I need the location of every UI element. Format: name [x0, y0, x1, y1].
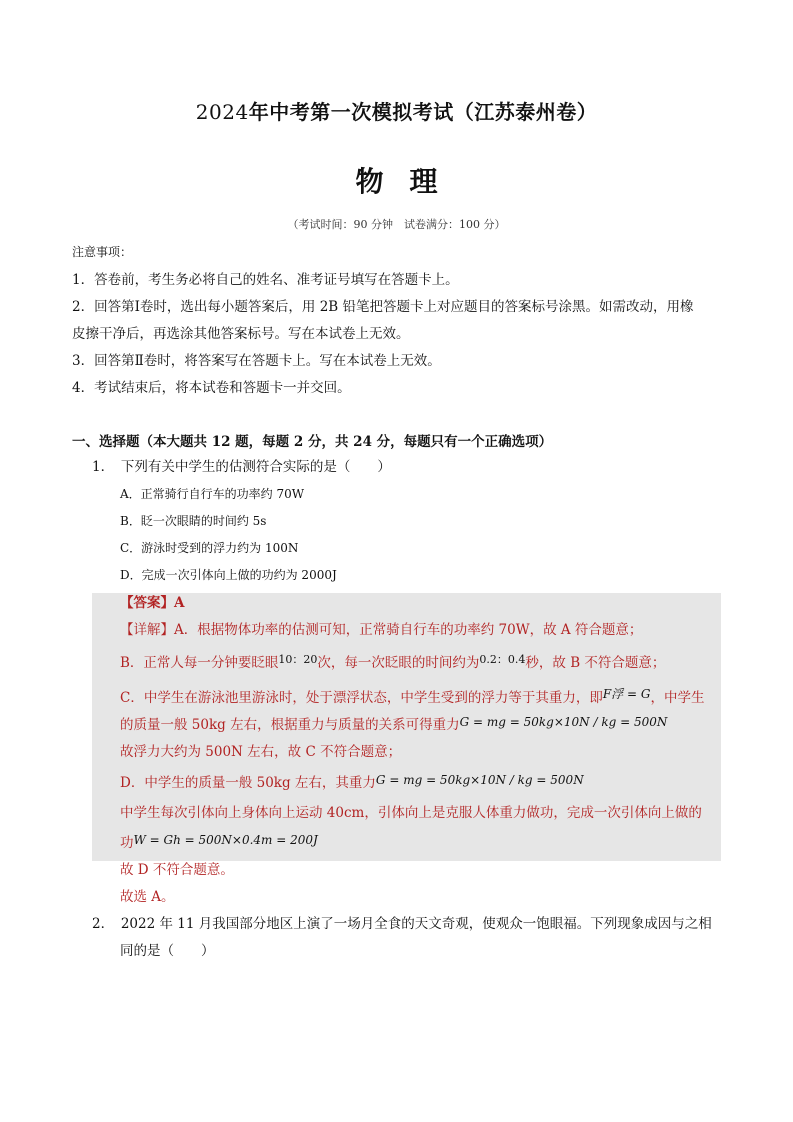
q2-stem-line1: 2． 2022 年 11 月我国部分地区上演了一场月全食的天文奇观，使观众一饱眼福。下列现象成因与之相	[92, 916, 712, 932]
q1-detail-b	[120, 650, 665, 673]
detail-b-text2: 次，每一次眨眼的时间约为	[317, 655, 480, 671]
q1-detail-d-line4: 故 D 不符合题意。	[120, 862, 234, 878]
detail-d-eq1: G = mg = 50kg×10N / kg = 500N	[375, 773, 584, 787]
detail-b-text3: 秒，故 B 不符合题意；	[525, 655, 666, 671]
q1-stem: 1． 下列有关中学生的估测符合实际的是（ ）	[92, 459, 391, 475]
detail-d-text3: 功	[120, 835, 134, 851]
detail-b-num1: 10	[278, 653, 293, 666]
note-item-4: 4．考试结束后，将本试卷和答题卡一并交回。	[72, 380, 351, 396]
note-item-2-cont: 皮擦干净后，再选涂其他答案标号。写在本试卷上无效。	[72, 326, 410, 342]
q1-option-d: D．完成一次引体向上做的功约为 2000J	[120, 568, 337, 582]
section-heading: 一、选择题（本大题共 12 题，每题 2 分，共 24 分，每题只有一个正确选项）	[72, 434, 553, 450]
subject-title: 物理	[355, 165, 464, 198]
exam-info: （考试时间：90 分钟 试卷满分：100 分）	[287, 218, 506, 231]
q1-option-c: C．游泳时受到的浮力约为 100N	[120, 541, 299, 555]
note-item-3: 3．回答第Ⅱ卷时，将答案写在答题卡上。写在本试卷上无效。	[72, 353, 441, 369]
detail-b-sep2: ：	[496, 653, 508, 666]
notes-heading: 注意事项：	[72, 245, 133, 259]
detail-d-eq2: W = Gh = 500N×0.4m = 200J	[133, 833, 318, 847]
q1-option-a: A．正常骑行自行车的功率约 70W	[120, 487, 305, 501]
detail-c-text1: C．中学生在游泳池里游泳时，处于漂浮状态，中学生受到的浮力等于其重力，即	[120, 690, 603, 706]
detail-c-eq2: G = mg = 50kg×10N / kg = 500N	[459, 715, 668, 729]
detail-b-num2: 20	[303, 653, 318, 666]
q1-detail-c-line1	[120, 684, 704, 708]
q1-detail-a: 【详解】A．根据物体功率的估测可知，正常骑自行车的功率约 70W，故 A 符合题意；	[120, 622, 643, 638]
detail-c-eq1: F浮 = G	[602, 687, 651, 701]
title-year: 2024	[195, 100, 249, 124]
detail-d-text1: D．中学生的质量一般 50kg 左右，其重力	[120, 775, 376, 791]
q1-answer: 【答案】A	[120, 595, 185, 611]
detail-b-sep1: ：	[292, 653, 304, 666]
q1-detail-d-line3	[120, 830, 318, 853]
q2-stem-line2: 同的是（ ）	[120, 943, 215, 959]
exam-title	[0, 96, 793, 125]
q1-detail-c-line3: 故浮力大约为 500N 左右，故 C 不符合题意；	[120, 744, 402, 760]
note-item-2: 2．回答第Ⅰ卷时，选出每小题答案后，用 2B 铅笔把答题卡上对应题目的答案标号涂黑。如需改动，用橡	[72, 299, 694, 315]
q1-detail-c-line2	[120, 712, 667, 735]
title-text: 年中考第一次模拟考试（江苏泰州卷）	[248, 100, 598, 124]
detail-b-text1: B．正常人每一分钟要眨眼	[120, 655, 279, 671]
detail-b-num3: 0.2	[479, 653, 497, 666]
detail-c-text2: ，中学生	[650, 690, 705, 706]
detail-b-num4: 0.4	[507, 653, 526, 666]
q1-detail-final: 故选 A。	[120, 889, 175, 905]
q1-option-b: B．眨一次眼睛的时间约 5s	[120, 514, 267, 528]
detail-c-text3: 的质量一般 50kg 左右，根据重力与质量的关系可得重力	[120, 717, 460, 733]
q1-detail-d-line2: 中学生每次引体向上身体向上运动 40cm，引体向上是克服人体重力做功，完成一次引体向上做的	[120, 805, 702, 821]
note-item-1: 1．答卷前，考生务必将自己的姓名、准考证号填写在答题卡上。	[72, 272, 459, 288]
q1-detail-d-line1	[120, 770, 584, 793]
